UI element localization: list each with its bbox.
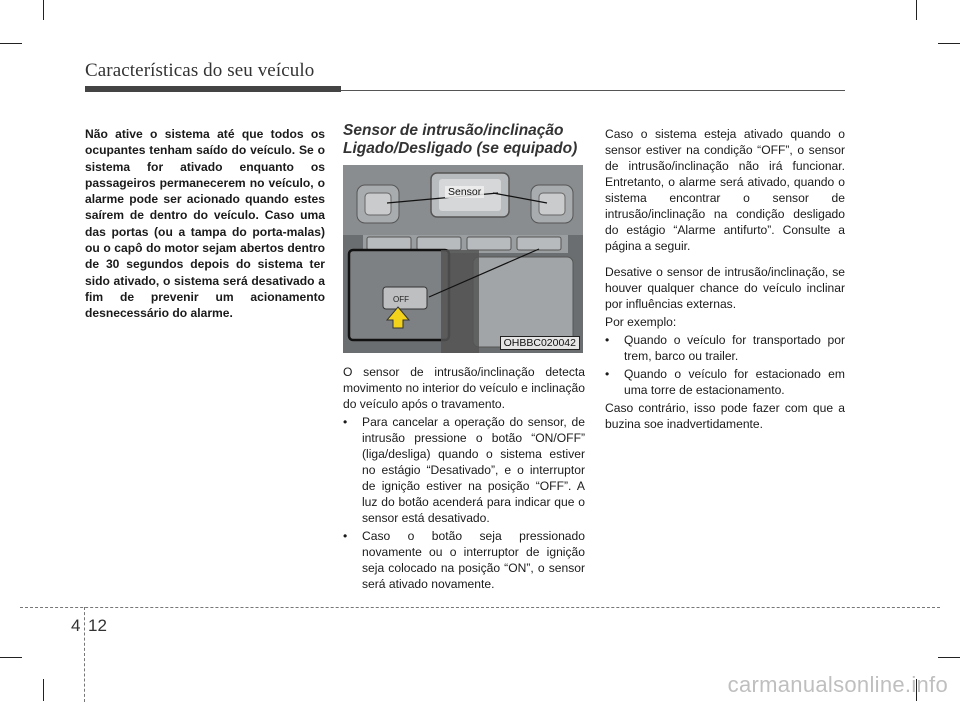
paragraph: Caso contrário, isso pode fazer com que a buzina soe inadvertidamente. (605, 401, 845, 431)
header-accent-bar (85, 86, 341, 92)
crop-mark (43, 0, 44, 20)
warning-paragraph: Não ative o sistema até que todos os ocupantes tenham saído do veículo. Se o sistema for ativado enquanto os passageiros permanecerem no veículo, o alarme pode ser acionado quando estes saírem de dentro do veículo. Caso uma das portas (ou a tampa do porta-malas) ou o capô do motor sejam abertos dentro de 30 segundos depois do sistema ter sido ativado, o sistema será desativado a fim de prevenir um acionamento desnecessário do alarme. (85, 127, 325, 321)
paragraph: Caso o sistema esteja ativado quando o sensor estiver na condição “OFF”, o sensor de intrusão/inclinação não irá funcionar. Entretanto, o alarme será ativado, quando o sistema encontrar o sensor de intrusão/inclinação na condição desligado do estágio “Alarme antifurto”. Consulte a página a seguir. (605, 127, 845, 253)
crop-mark (0, 657, 22, 658)
page-header-title: Características do seu veículo (85, 60, 315, 81)
footer-dashed-divider (84, 607, 85, 702)
crop-mark (43, 679, 44, 701)
list-item: • Caso o botão seja pressionado novamente ou o interruptor de ignição seja colocado na posição “ON”, o sensor será ativado novamente. (343, 528, 585, 592)
footer-dashed-rule (20, 607, 940, 608)
sensor-callout-label: Sensor (445, 186, 484, 198)
list-item: • Quando o veículo for estacionado em uma torre de estacionamento. (605, 366, 845, 398)
warning-text (85, 126, 325, 322)
figure-code: OHBBC020042 (500, 336, 580, 350)
sensor-figure (343, 165, 583, 353)
section-title: Sensor de intrusão/inclinação Ligado/Desligado (se equipado) (343, 122, 578, 157)
crop-mark (938, 657, 960, 658)
example-label: Por exemplo: (605, 315, 677, 329)
crop-mark (938, 43, 960, 44)
chapter-number: 4 (71, 616, 81, 635)
list-item: • Para cancelar a operação do sensor, de intrusão pressione o botão “ON/OFF” (liga/desliga) quando o sistema estiver no estágio “Desativado”, e o interruptor de ignição estiver na posição “OFF”. A luz do botão acenderá para indicar que o sensor está desativado. (343, 414, 585, 526)
crop-mark (916, 0, 917, 20)
column-3 (605, 126, 845, 432)
sensor-intro-paragraph: O sensor de intrusão/inclinação detecta movimento no interior do veículo e inclinação do veículo após o travamento. (343, 365, 586, 411)
column-2 (343, 364, 585, 594)
button-off-text: OFF (393, 295, 409, 304)
page-number: 12 (88, 616, 107, 635)
example-bullet-list (605, 332, 845, 398)
list-item: • Quando o veículo for transportado por trem, barco ou trailer. (605, 332, 845, 364)
sensor-bullet-list (343, 414, 585, 592)
paragraph: Desative o sensor de intrusão/inclinação, se houver qualquer chance do veículo inclinar por influências externas. (605, 265, 845, 311)
watermark: carmanualsonline.info (727, 672, 948, 697)
crop-mark (0, 43, 22, 44)
